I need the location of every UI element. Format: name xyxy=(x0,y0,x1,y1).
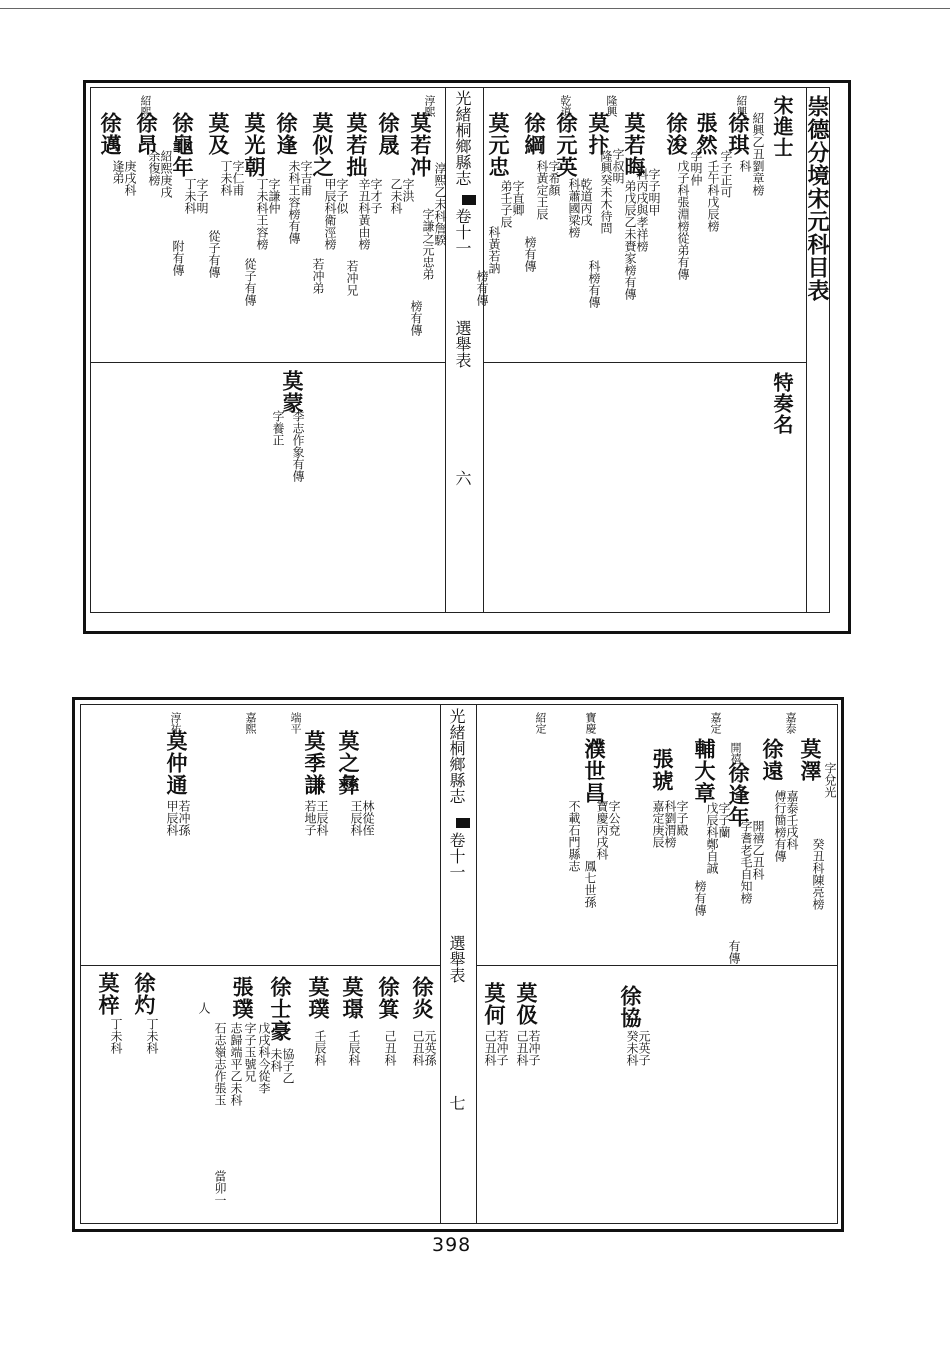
candidate-note: 丁未科 xyxy=(183,178,197,214)
candidate-note: 字才子 xyxy=(369,178,383,214)
candidate-note: 協子乙 xyxy=(281,1048,295,1084)
section-tezou: 特奏名 xyxy=(770,372,794,435)
candidate-note: 丁未科 xyxy=(219,160,233,196)
candidate-note: 字公兗 xyxy=(607,800,621,836)
candidate-name: 徐逢 xyxy=(274,112,299,156)
era-label: 紹熙 xyxy=(139,95,152,117)
candidate-note: 科蕭國梁榜 xyxy=(567,178,581,238)
candidate-note: 附有傳 xyxy=(171,240,185,276)
candidate-note: 字謙之元忠弟 xyxy=(421,208,435,280)
candidate-name: 徐士豪 xyxy=(268,976,293,1042)
top-left-tier-rule xyxy=(90,362,445,363)
candidate-name: 濮世昌 xyxy=(582,738,607,804)
era-label: 開禧 xyxy=(729,742,742,764)
candidate-name: 徐龜年 xyxy=(170,112,195,178)
candidate-name: 徐元英 xyxy=(554,112,579,178)
candidate-name: 徐邁 xyxy=(98,112,123,156)
candidate-name: 徐逢年 xyxy=(726,762,751,828)
candidate-note: 王辰科 xyxy=(349,800,363,836)
candidate-note: 字子似 xyxy=(335,178,349,214)
center-juan: 卷十一 xyxy=(453,208,472,256)
era-label: 寶慶 xyxy=(584,712,597,734)
candidate-note: 紹熙庚戌 xyxy=(159,150,173,198)
era-label: 嘉定 xyxy=(709,712,722,734)
top-border-line xyxy=(0,8,950,9)
candidate-name: 張琥 xyxy=(650,748,675,792)
candidate-note: 科丙戌與孝祥榜 xyxy=(635,168,649,252)
candidate-name: 莫璞 xyxy=(306,976,331,1020)
candidate-note: 戊戌科今從李 xyxy=(257,1022,271,1094)
candidate-name: 莫仲通 xyxy=(164,730,189,796)
candidate-note: 若地子 xyxy=(303,800,317,836)
candidate-note: 科黃若訥 xyxy=(487,226,501,274)
candidate-name: 徐灼 xyxy=(132,972,157,1016)
candidate-note: 當卯一 xyxy=(213,1170,227,1206)
center-block-mark xyxy=(456,195,476,205)
candidate-note: 辛丑科黃由榜 xyxy=(357,178,371,250)
candidate-note: 字耆老毛自知榜 xyxy=(739,820,753,904)
candidate-name: 莫澤 xyxy=(798,738,823,782)
candidate-note: 字明仲 xyxy=(689,150,703,186)
candidate-note: 己丑科 xyxy=(483,1030,497,1066)
bottom-center-rule-right xyxy=(476,704,477,1224)
candidate-note: 丁未科王容榜 xyxy=(255,178,269,250)
candidate-note: 李志作象有傳 xyxy=(291,410,305,482)
candidate-note: 嘉定庚辰 xyxy=(651,800,665,848)
candidate-name: 莫若拙 xyxy=(344,112,369,178)
center-block-mark xyxy=(450,818,470,828)
candidate-note: 字希顏 xyxy=(547,160,561,196)
candidate-note: 字謙仲 xyxy=(267,178,281,214)
era-label: 紹興 xyxy=(735,95,748,117)
era-label: 紹定 xyxy=(534,712,547,734)
candidate-note: 弟壬子辰 xyxy=(499,180,513,228)
candidate-name: 張璞 xyxy=(230,976,255,1020)
candidate-note: 嘉泰壬戌科 xyxy=(785,790,799,850)
candidate-note: 寶慶丙戌科 xyxy=(595,800,609,860)
candidate-note: 科榜有傳 xyxy=(587,260,601,308)
candidate-name: 徐琪 xyxy=(726,112,751,156)
candidate-name: 莫季謙 xyxy=(302,730,327,796)
candidate-name: 莫若冲 xyxy=(408,112,433,178)
bottom-left-tier-rule xyxy=(80,965,440,966)
candidate-note: 未科王容榜有傳 xyxy=(287,160,301,244)
center-juan: 卷十一 xyxy=(447,832,466,880)
candidate-note: 逢弟 xyxy=(111,160,125,184)
candidate-note: 字叔明 xyxy=(611,148,625,184)
candidate-name: 輔大章 xyxy=(692,738,717,804)
candidate-note: 丁未科 xyxy=(145,1018,159,1054)
candidate-note: 榜有傳 xyxy=(523,236,537,272)
candidate-note: 己丑科 xyxy=(515,1030,529,1066)
era-label: 淳祐 xyxy=(169,712,182,734)
candidate-name: 莫抃 xyxy=(586,112,611,156)
candidate-note: 字子殿 xyxy=(675,800,689,836)
candidate-note: 甲辰科 xyxy=(165,800,179,836)
candidate-note: 紹興乙丑劉章榜 xyxy=(751,112,765,196)
era-label: 嘉熙 xyxy=(244,712,257,734)
candidate-name: 徐晟 xyxy=(376,112,401,156)
candidate-note: 壬辰科 xyxy=(347,1030,361,1066)
candidate-note: 隆興癸未木待問 xyxy=(599,150,613,234)
candidate-note: 弟戊辰乙未賚家榜有傳 xyxy=(623,180,637,300)
candidate-note: 壬辰科 xyxy=(313,1030,327,1066)
candidate-note: 石志嶺志作張玉 xyxy=(213,1022,227,1106)
candidate-name: 莫梓 xyxy=(96,972,121,1016)
candidate-note: 字直卿 xyxy=(511,180,525,216)
candidate-note: 榜有傳 xyxy=(475,270,489,306)
candidate-name: 徐遠 xyxy=(760,738,785,782)
candidate-note: 元英孫 xyxy=(423,1030,437,1066)
candidate-note: 戊辰科鄭自誠 xyxy=(705,802,719,874)
candidate-note: 開禧乙丑科 xyxy=(751,820,765,880)
candidate-note: 淳熙乙未科詹騤 xyxy=(433,162,447,246)
candidate-note: 戊子科張淵榜從弟有傳 xyxy=(676,160,690,280)
candidate-note: 傅行簡榜有傳 xyxy=(773,790,787,862)
page-number: 398 xyxy=(432,1234,472,1256)
era-label: 端平 xyxy=(289,712,302,734)
candidate-note: 若冲子 xyxy=(527,1030,541,1066)
candidate-note: 林從侄 xyxy=(361,800,375,836)
candidate-note: 壬午科戊辰榜 xyxy=(706,160,720,232)
candidate-note: 元英子 xyxy=(637,1030,651,1066)
candidate-note: 乾道丙戌 xyxy=(579,178,593,226)
candidate-name: 莫之彝 xyxy=(336,730,361,796)
candidate-note: 榜有傳 xyxy=(409,300,423,336)
candidate-note: 字子正可 xyxy=(719,150,733,198)
candidate-note: 若冲孫 xyxy=(177,800,191,836)
candidate-note: 甲辰科衛涇榜 xyxy=(323,178,337,250)
candidate-note: 乙未科 xyxy=(389,178,403,214)
candidate-note: 鳳七世孫 xyxy=(583,860,597,908)
candidate-note: 字子明甲 xyxy=(647,168,661,216)
candidate-note: 字仁甫 xyxy=(231,160,245,196)
candidate-note: 癸未科 xyxy=(625,1030,639,1066)
candidate-note: 庚戌科 xyxy=(123,160,137,196)
candidate-name: 徐協 xyxy=(618,985,643,1029)
center-chapter: 選舉表 xyxy=(453,320,472,368)
candidate-note: 從子有傳 xyxy=(207,230,221,278)
candidate-note: 余復榜 xyxy=(147,150,161,186)
candidate-name: 莫似之 xyxy=(310,112,335,178)
center-leaf: 七 xyxy=(447,1095,466,1111)
candidate-name: 徐昂 xyxy=(134,112,159,156)
era-label: 淳熙 xyxy=(423,95,436,117)
candidate-note: 字養正 xyxy=(271,410,285,446)
candidate-name: 莫蒙 xyxy=(280,370,305,414)
candidate-name: 莫及 xyxy=(206,112,231,156)
top-center-rule-right xyxy=(483,87,484,613)
era-label: 乾道 xyxy=(559,95,572,117)
candidate-note: 志歸端平乙未科 xyxy=(229,1022,243,1106)
candidate-name: 莫若晦 xyxy=(622,112,647,178)
center-book-title: 光緒桐鄉縣志 xyxy=(447,708,466,804)
candidate-note: 不載石門縣志 xyxy=(567,800,581,872)
bottom-center-rule-left xyxy=(440,704,441,1224)
candidate-note: 己丑科 xyxy=(411,1030,425,1066)
candidate-note: 字子明 xyxy=(195,178,209,214)
candidate-note: 科 xyxy=(738,160,752,172)
candidate-note: 字吉甫 xyxy=(299,160,313,196)
candidate-name: 徐箕 xyxy=(376,976,401,1020)
candidate-note: 丁未科 xyxy=(109,1018,123,1054)
candidate-note: 人 xyxy=(197,1002,211,1014)
candidate-name: 徐炎 xyxy=(410,976,435,1020)
center-chapter: 選舉表 xyxy=(447,935,466,983)
candidate-note: 有傳 xyxy=(727,940,741,964)
candidate-note: 科黃定王辰 xyxy=(535,160,549,220)
candidate-name: 莫光朝 xyxy=(242,112,267,178)
candidate-note: 科劉渭榜 xyxy=(663,800,677,848)
candidate-note: 未科 xyxy=(269,1048,283,1072)
candidate-note: 從子有傳 xyxy=(243,258,257,306)
candidate-note: 癸丑科陳亮榜 xyxy=(811,838,825,910)
candidate-note: 若冲弟 xyxy=(311,258,325,294)
candidate-note: 王辰科 xyxy=(315,800,329,836)
candidate-note: 字子蘭 xyxy=(717,802,731,838)
candidate-name: 徐浚 xyxy=(664,112,689,156)
center-leaf: 六 xyxy=(453,470,472,486)
candidate-name: 張然 xyxy=(694,112,719,156)
candidate-note: 榜有傳 xyxy=(693,880,707,916)
center-book-title: 光緒桐鄉縣志 xyxy=(453,90,472,186)
section-jinshi: 宋進士 xyxy=(770,95,794,158)
candidate-note: 若冲子 xyxy=(495,1030,509,1066)
table-title: 崇德分境宋元科目表 xyxy=(804,95,830,302)
era-label: 嘉泰 xyxy=(784,712,797,734)
top-right-tier-rule xyxy=(483,362,806,363)
candidate-note: 若冲兄 xyxy=(345,260,359,296)
candidate-note: 己丑科 xyxy=(383,1030,397,1066)
candidate-name: 莫璟 xyxy=(340,976,365,1020)
candidate-note: 字子玉號兄 xyxy=(243,1022,257,1082)
candidate-note: 字洪 xyxy=(401,178,415,202)
bottom-right-tier-rule xyxy=(476,965,838,966)
era-label: 隆興 xyxy=(605,95,618,117)
candidate-name: 莫何 xyxy=(482,982,507,1026)
candidate-name: 徐綱 xyxy=(522,112,547,156)
candidate-name: 莫伋 xyxy=(514,982,539,1026)
candidate-note: 字兌光 xyxy=(823,762,837,798)
candidate-name: 莫元忠 xyxy=(486,112,511,178)
